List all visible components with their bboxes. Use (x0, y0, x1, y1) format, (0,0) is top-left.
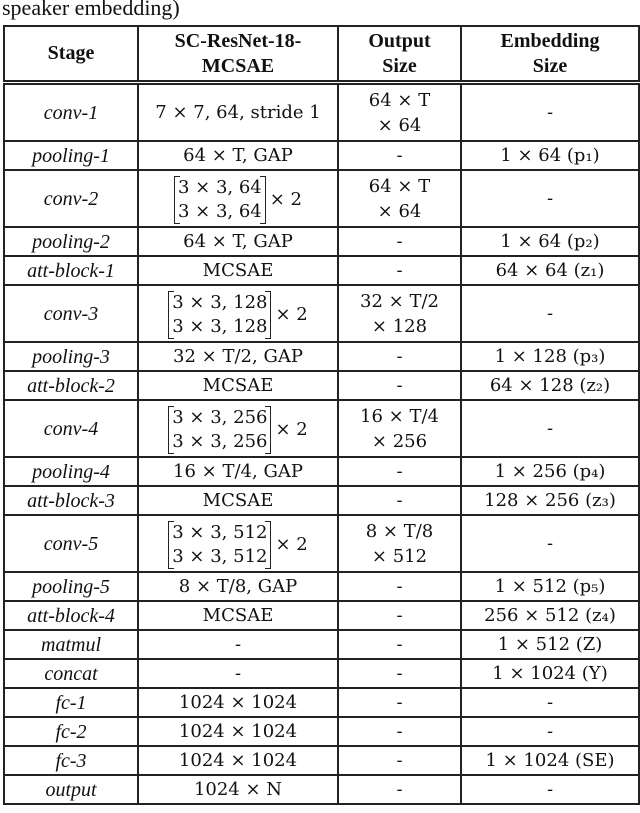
table-row (4, 746, 639, 775)
kernel-matrix: 3 × 3, 256 3 × 3, 256 × 2 (168, 406, 308, 454)
cell-embedding-size: - (461, 170, 639, 227)
cell-output-size: - (338, 141, 461, 170)
cell-architecture: MCSAE (138, 256, 338, 285)
architecture-table (3, 25, 640, 805)
table-row (4, 83, 639, 142)
table-row (4, 630, 639, 659)
cell-output-size: - (338, 630, 461, 659)
cell-embedding-size: - (461, 285, 639, 342)
cell-stage: concat (4, 659, 138, 688)
cell-output-size: 32 × T/2 × 128 (338, 285, 461, 342)
cell-architecture: 16 × T/4, GAP (138, 457, 338, 486)
cell-embedding-size: 1 × 64 (p₁) (461, 141, 639, 170)
cell-output-size: 64 × T × 64 (338, 83, 461, 142)
cell-architecture (138, 285, 338, 342)
table-row (4, 659, 639, 688)
cell-architecture (138, 515, 338, 572)
cell-embedding-size: - (461, 688, 639, 717)
cell-architecture: 64 × T, GAP (138, 227, 338, 256)
cell-embedding-size: - (461, 515, 639, 572)
cell-output-size: - (338, 486, 461, 515)
cell-stage: pooling-4 (4, 457, 138, 486)
cell-embedding-size: 256 × 512 (z₄) (461, 601, 639, 630)
cell-embedding-size: 1 × 512 (p₅) (461, 572, 639, 601)
cell-architecture: 1024 × N (138, 775, 338, 804)
cell-stage: conv-1 (4, 83, 138, 142)
cell-embedding-size: 64 × 64 (z₁) (461, 256, 639, 285)
cell-architecture: MCSAE (138, 601, 338, 630)
cell-architecture: 1024 × 1024 (138, 717, 338, 746)
cell-stage: conv-4 (4, 400, 138, 457)
cell-embedding-size: 1 × 1024 (Y) (461, 659, 639, 688)
kernel-matrix: 3 × 3, 512 3 × 3, 512 × 2 (168, 521, 308, 569)
cell-output-size: - (338, 227, 461, 256)
cell-embedding-size: - (461, 717, 639, 746)
cell-output-size: - (338, 746, 461, 775)
table-row (4, 457, 639, 486)
cell-embedding-size: 1 × 1024 (SE) (461, 746, 639, 775)
cell-embedding-size: 1 × 64 (p₂) (461, 227, 639, 256)
table-caption: speaker embedding) (2, 0, 180, 20)
cell-stage: att-block-3 (4, 486, 138, 515)
cell-stage: att-block-2 (4, 371, 138, 400)
cell-output-size: - (338, 256, 461, 285)
cell-output-size: 8 × T/8 × 512 (338, 515, 461, 572)
cell-output-size: 16 × T/4 × 256 (338, 400, 461, 457)
table-row (4, 515, 639, 572)
cell-architecture: 1024 × 1024 (138, 688, 338, 717)
cell-stage: conv-3 (4, 285, 138, 342)
cell-output-size: - (338, 371, 461, 400)
cell-embedding-size: - (461, 83, 639, 142)
table-row (4, 342, 639, 371)
header-stage: Stage (4, 26, 138, 83)
cell-embedding-size: 1 × 512 (Z) (461, 630, 639, 659)
cell-architecture: 7 × 7, 64, stride 1 (138, 83, 338, 142)
cell-stage: pooling-3 (4, 342, 138, 371)
header-output-size: Output Size (338, 26, 461, 83)
cell-output-size: - (338, 572, 461, 601)
header-architecture: SC-ResNet-18- MCSAE (138, 26, 338, 83)
cell-architecture: 32 × T/2, GAP (138, 342, 338, 371)
cell-embedding-size: - (461, 775, 639, 804)
cell-output-size: - (338, 601, 461, 630)
header-embedding-size: Embedding Size (461, 26, 639, 83)
table-row (4, 486, 639, 515)
cell-output-size: - (338, 775, 461, 804)
table-row (4, 400, 639, 457)
cell-output-size: - (338, 342, 461, 371)
table-row (4, 170, 639, 227)
cell-output-size: - (338, 659, 461, 688)
cell-stage: fc-2 (4, 717, 138, 746)
cell-architecture: 1024 × 1024 (138, 746, 338, 775)
cell-embedding-size: 64 × 128 (z₂) (461, 371, 639, 400)
cell-stage: output (4, 775, 138, 804)
cell-embedding-size: - (461, 400, 639, 457)
cell-stage: pooling-2 (4, 227, 138, 256)
table-row (4, 141, 639, 170)
cell-stage: conv-5 (4, 515, 138, 572)
table-row (4, 256, 639, 285)
table-row (4, 371, 639, 400)
cell-architecture: - (138, 659, 338, 688)
table-row (4, 227, 639, 256)
cell-stage: att-block-1 (4, 256, 138, 285)
cell-architecture: 64 × T, GAP (138, 141, 338, 170)
cell-embedding-size: 1 × 128 (p₃) (461, 342, 639, 371)
cell-output-size: - (338, 457, 461, 486)
cell-stage: conv-2 (4, 170, 138, 227)
table-row (4, 601, 639, 630)
cell-stage: matmul (4, 630, 138, 659)
cell-embedding-size: 1 × 256 (p₄) (461, 457, 639, 486)
cell-architecture (138, 400, 338, 457)
cell-architecture (138, 170, 338, 227)
cell-stage: fc-1 (4, 688, 138, 717)
cell-output-size: 64 × T × 64 (338, 170, 461, 227)
cell-stage: att-block-4 (4, 601, 138, 630)
cell-stage: fc-3 (4, 746, 138, 775)
cell-architecture: MCSAE (138, 371, 338, 400)
cell-output-size: - (338, 717, 461, 746)
table-row (4, 572, 639, 601)
cell-architecture: MCSAE (138, 486, 338, 515)
cell-architecture: 8 × T/8, GAP (138, 572, 338, 601)
cell-embedding-size: 128 × 256 (z₃) (461, 486, 639, 515)
cell-output-size: - (338, 688, 461, 717)
table-row (4, 717, 639, 746)
table-row (4, 775, 639, 804)
header-row (4, 26, 639, 83)
kernel-matrix: 3 × 3, 128 3 × 3, 128 × 2 (168, 291, 308, 339)
cell-stage: pooling-5 (4, 572, 138, 601)
kernel-matrix: 3 × 3, 64 3 × 3, 64 × 2 (174, 176, 302, 224)
table-row (4, 285, 639, 342)
cell-architecture: - (138, 630, 338, 659)
cell-stage: pooling-1 (4, 141, 138, 170)
table-row (4, 688, 639, 717)
